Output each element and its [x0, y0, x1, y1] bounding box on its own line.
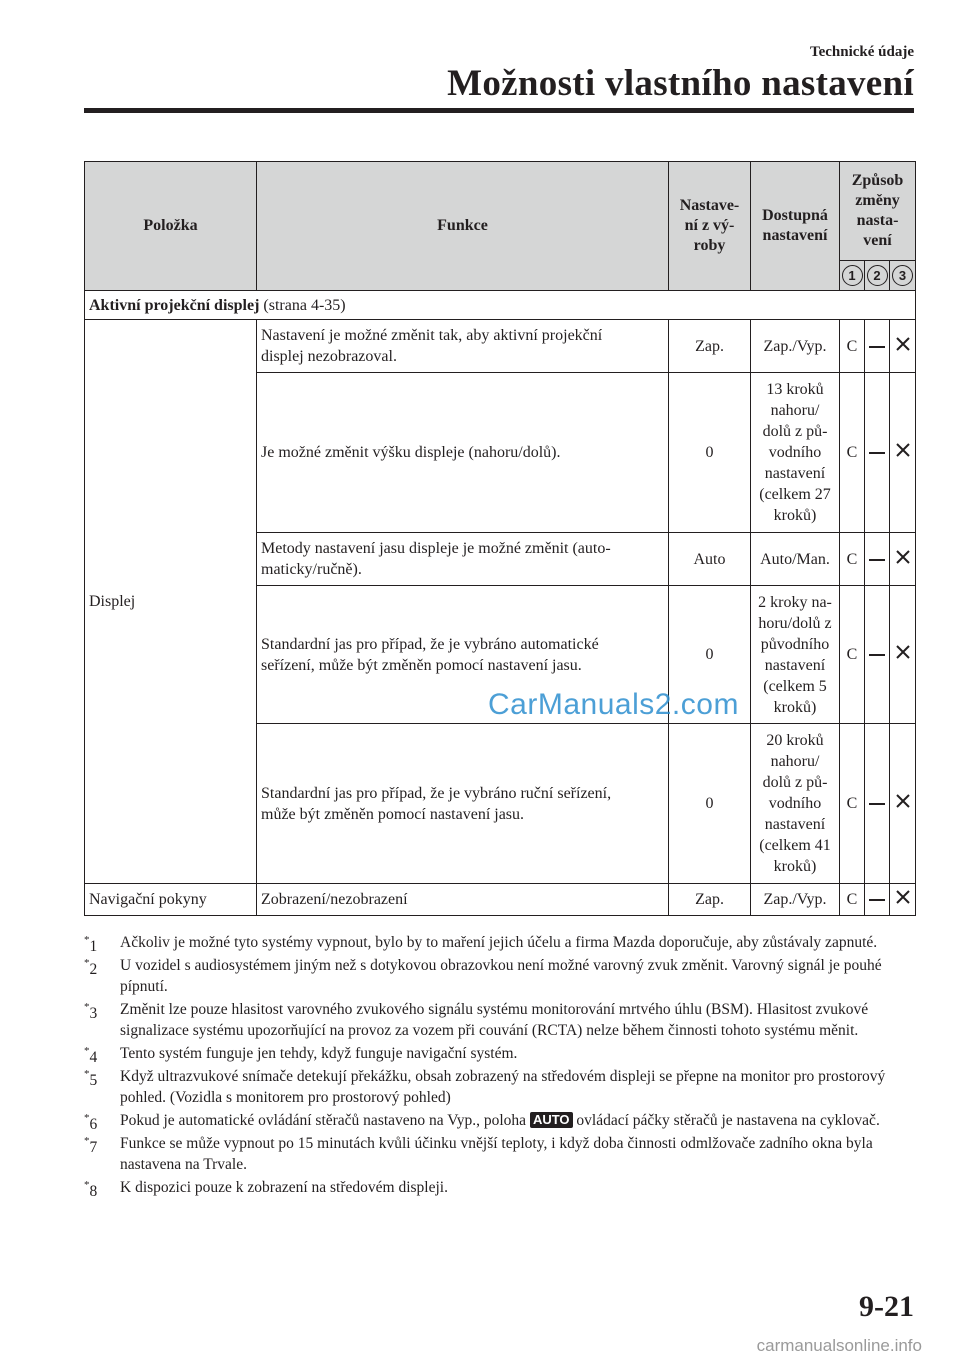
section-ref: (strana 4-35) — [263, 296, 346, 314]
row-funkce: Metody nastavení jasu displeje je možné změnit (auto- maticky/ručně). — [257, 533, 669, 586]
row-dostupna: Zap./Vyp. — [751, 320, 840, 373]
section-row — [85, 291, 916, 320]
row-vychozi: Zap. — [669, 884, 751, 916]
x-icon — [890, 320, 916, 373]
page-number: 9-21 — [859, 1290, 914, 1323]
row-vychozi: 0 — [669, 586, 751, 724]
header-vychozi: Nastave- ní z vý- roby — [669, 162, 751, 291]
section-title: Aktivní projekční displej — [89, 296, 260, 314]
row-funkce: Standardní jas pro případ, že je vybráno ruční seřízení, může být změněn pomocí nastavení jasu. — [257, 724, 669, 884]
footnote: *1 Ačkoliv je možné tyto systémy vypnout, bylo by to maření jejich účelu a firma Mazda doporučuje, aby zůstávaly zapnuté. — [84, 934, 878, 956]
dash-icon — [865, 884, 890, 916]
row-m1: C — [840, 884, 865, 916]
footnotes — [84, 932, 915, 1200]
footnote: *6 Pokud je automatické ovládání stěračů nastaveno na Vyp., poloha AUTO ovládací páčky stěračů je nastavena na cyklovač. — [84, 1112, 880, 1134]
x-icon — [890, 373, 916, 533]
auto-position-icon: AUTO — [530, 1112, 573, 1128]
item-navigacni-pokyny: Navigační pokyny — [85, 884, 257, 916]
footnote-text: ovládací páčky stěračů je nastavena na cyklovač. — [576, 1112, 880, 1129]
row-dostupna: Zap./Vyp. — [751, 884, 840, 916]
row-dostupna: 20 kroků nahoru/ dolů z pů- vodního nastavení (celkem 41 kroků) — [751, 724, 840, 884]
row-m1: C — [840, 373, 865, 533]
footnote-text: Změnit lze pouze hlasitost varovného zvukového signálu systému monitorování mrtvého úhlu (BSM). Hlasitost zvukové signalizace systému upozorňující na provoz za vozem při couvání (RCTA) nelze během činnosti tohoto systému měnit. — [120, 1001, 869, 1039]
header-polozka: Položka — [85, 162, 257, 291]
row-vychozi: Zap. — [669, 320, 751, 373]
x-icon — [890, 884, 916, 916]
row-dostupna: 2 kroky na- horu/dolů z původního nastavení (celkem 5 kroků) — [751, 586, 840, 724]
footnote: *5 Když ultrazvukové snímače detekují překážku, obsah zobrazený na středovém displeji se přepne na monitor pro prostorový pohled. (Vozidla s monitorem pro prostorový pohled) — [84, 1068, 886, 1106]
dash-icon — [865, 320, 890, 373]
footnote-text: U vozidel s audiosystémem jiným než s dotykovou obrazovkou není možné varovný zvuk změnit. Varovný signál je pouhé pípnutí. — [120, 957, 882, 995]
header-dostupna: Dostupná nastavení — [751, 162, 840, 291]
footnote: *2 U vozidel s audiosystémem jiným než s dotykovou obrazovkou není možné varovný zvuk změnit. Varovný signál je pouhé pípnutí. — [84, 957, 882, 995]
row-m1: C — [840, 724, 865, 884]
circle-1-icon: 1 — [842, 265, 863, 286]
dash-icon — [865, 533, 890, 586]
footnote: *8 K dispozici pouze k zobrazení na středovém displeji. — [84, 1179, 448, 1201]
table-row — [85, 320, 916, 373]
item-displej: Displej — [85, 320, 257, 884]
footnote: *4 Tento systém funguje jen tehdy, když funguje navigační systém. — [84, 1045, 518, 1067]
dash-icon — [865, 373, 890, 533]
header-section-label: Technické údaje — [809, 44, 914, 60]
settings-table — [84, 161, 916, 916]
footer-watermark: carmanualsonline.info — [756, 1336, 922, 1355]
header-zpusob: Způsob změny nasta- vení — [840, 162, 916, 261]
circle-3-icon: 3 — [892, 265, 913, 286]
row-m1: C — [840, 586, 865, 724]
row-funkce: Je možné změnit výšku displeje (nahoru/dolů). — [257, 373, 669, 533]
footnote: *7 Funkce se může vypnout po 15 minutách kvůli účinku vnější teploty, i když doba činnosti odmlžovače zadního okna byla nastavena na Trvale. — [84, 1135, 873, 1173]
footnote: *3 Změnit lze pouze hlasitost varovného zvukového signálu systému monitorování mrtvého úhlu (BSM). Hlasitost zvukové signalizace systému upozorňující na provoz za vozem při couvání (RCTA) nelze během činnosti tohoto systému měnit. — [84, 1001, 869, 1039]
x-icon — [890, 533, 916, 586]
x-icon — [890, 724, 916, 884]
header-funkce: Funkce — [257, 162, 669, 291]
row-vychozi: Auto — [669, 533, 751, 586]
x-icon — [890, 586, 916, 724]
dash-icon — [865, 724, 890, 884]
footnote-text: Tento systém funguje jen tehdy, když funguje navigační systém. — [120, 1045, 518, 1062]
page-title: Možnosti vlastního nastavení — [447, 63, 914, 104]
row-vychozi: 0 — [669, 724, 751, 884]
dash-icon — [865, 586, 890, 724]
footnote-text: Ačkoliv je možné tyto systémy vypnout, bylo by to maření jejich účelu a firma Mazda doporučuje, aby zůstávaly zapnuté. — [120, 934, 878, 951]
row-dostupna: 13 kroků nahoru/ dolů z pů- vodního nastavení (celkem 27 kroků) — [751, 373, 840, 533]
header-rule — [84, 108, 914, 113]
footnote-text: Funkce se může vypnout po 15 minutách kvůli účinku vnější teploty, i když doba činnosti odmlžovače zadního okna byla nastavena na Trvale. — [120, 1135, 873, 1173]
row-funkce: Zobrazení/nezobrazení — [257, 884, 669, 916]
circle-2-icon: 2 — [867, 265, 888, 286]
row-m1: C — [840, 533, 865, 586]
row-funkce: Nastavení je možné změnit tak, aby aktivní projekční displej nezobrazoval. — [257, 320, 669, 373]
footnote-text: Když ultrazvukové snímače detekují překážku, obsah zobrazený na středovém displeji se přepne na monitor pro prostorový pohled. (Vozidla s monitorem pro prostorový pohled) — [120, 1068, 886, 1106]
row-funkce: Standardní jas pro případ, že je vybráno automatické seřízení, může být změněn pomocí nastavení jasu. — [257, 586, 669, 724]
row-m1: C — [840, 320, 865, 373]
watermark-carmanuals: CarManuals2.com — [488, 688, 739, 721]
row-dostupna: Auto/Man. — [751, 533, 840, 586]
table-row — [85, 884, 916, 916]
row-vychozi: 0 — [669, 373, 751, 533]
footnote-text: Pokud je automatické ovládání stěračů nastaveno na Vyp., poloha — [120, 1112, 527, 1129]
footnote-text: K dispozici pouze k zobrazení na středovém displeji. — [120, 1179, 448, 1196]
